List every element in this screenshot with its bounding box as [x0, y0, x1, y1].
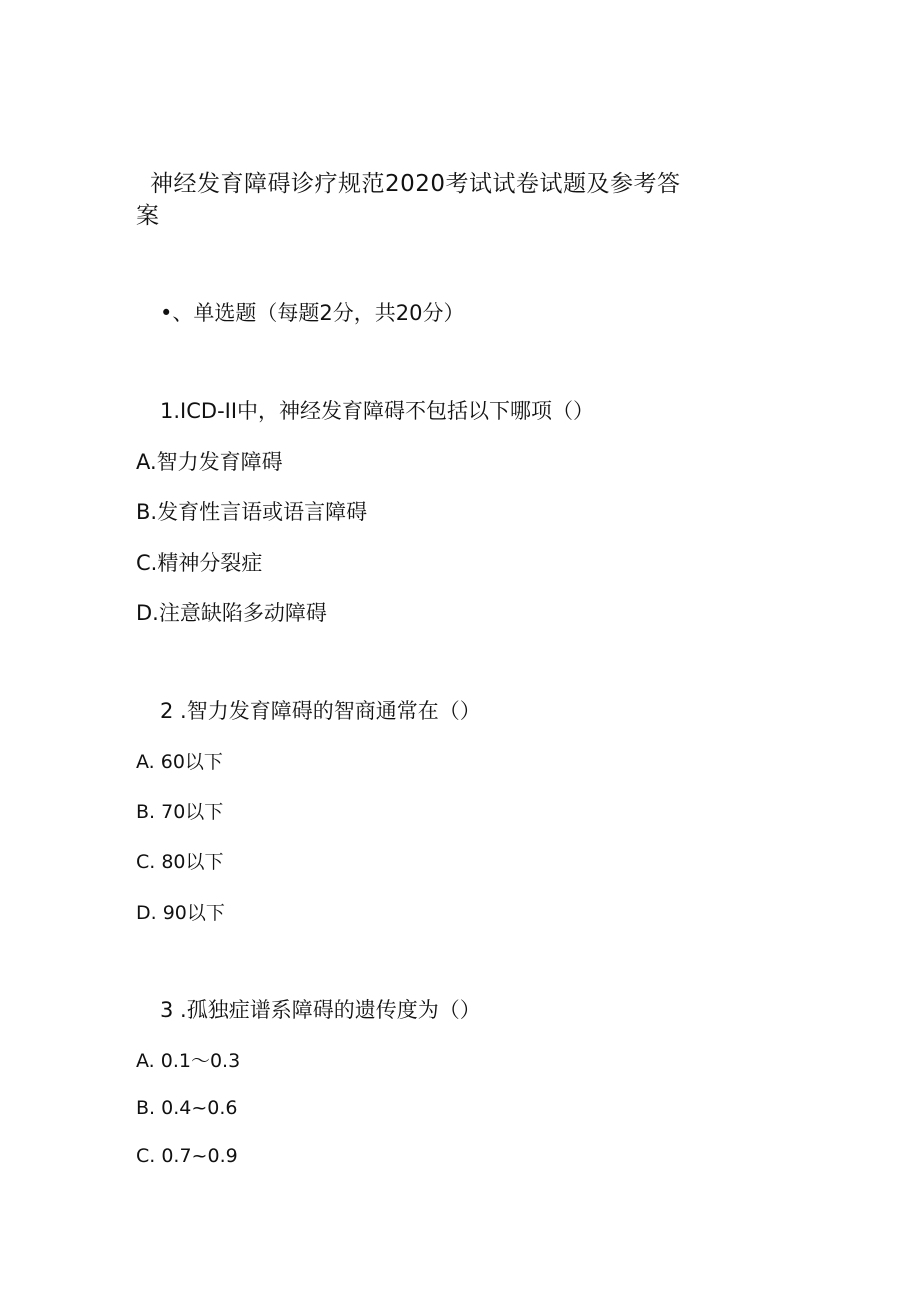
question-2-option-d: D. 90以下	[136, 902, 225, 924]
document-title: 神经发育障碍诊疗规范2020考试试卷试题及参考答案	[136, 171, 681, 229]
question-3-option-c: C. 0.7~0.9	[136, 1145, 238, 1167]
question-3-option-b: B. 0.4~0.6	[136, 1097, 238, 1119]
question-2-option-b: B. 70以下	[136, 801, 224, 823]
question-1-option-b: B.发育性言语或语言障碍	[136, 500, 368, 524]
question-1-option-a: A.智力发育障碍	[136, 450, 283, 474]
question-2-option-a: A. 60以下	[136, 751, 223, 773]
question-2-option-c: C. 80以下	[136, 851, 224, 873]
question-1-option-c: C.精神分裂症	[136, 551, 263, 575]
question-1-stem: 1.ICD-II中，神经发育障碍不包括以下哪项（）	[160, 399, 595, 423]
question-3-stem: 3 .孤独症谱系障碍的遗传度为（）	[160, 998, 481, 1022]
section-heading: •、单选题（每题2分，共20分）	[160, 301, 465, 325]
question-3-option-a: A. 0.1～0.3	[136, 1050, 241, 1072]
question-1-option-d: D.注意缺陷多动障碍	[136, 601, 327, 625]
question-2-stem: 2 .智力发育障碍的智商通常在（）	[160, 699, 481, 723]
